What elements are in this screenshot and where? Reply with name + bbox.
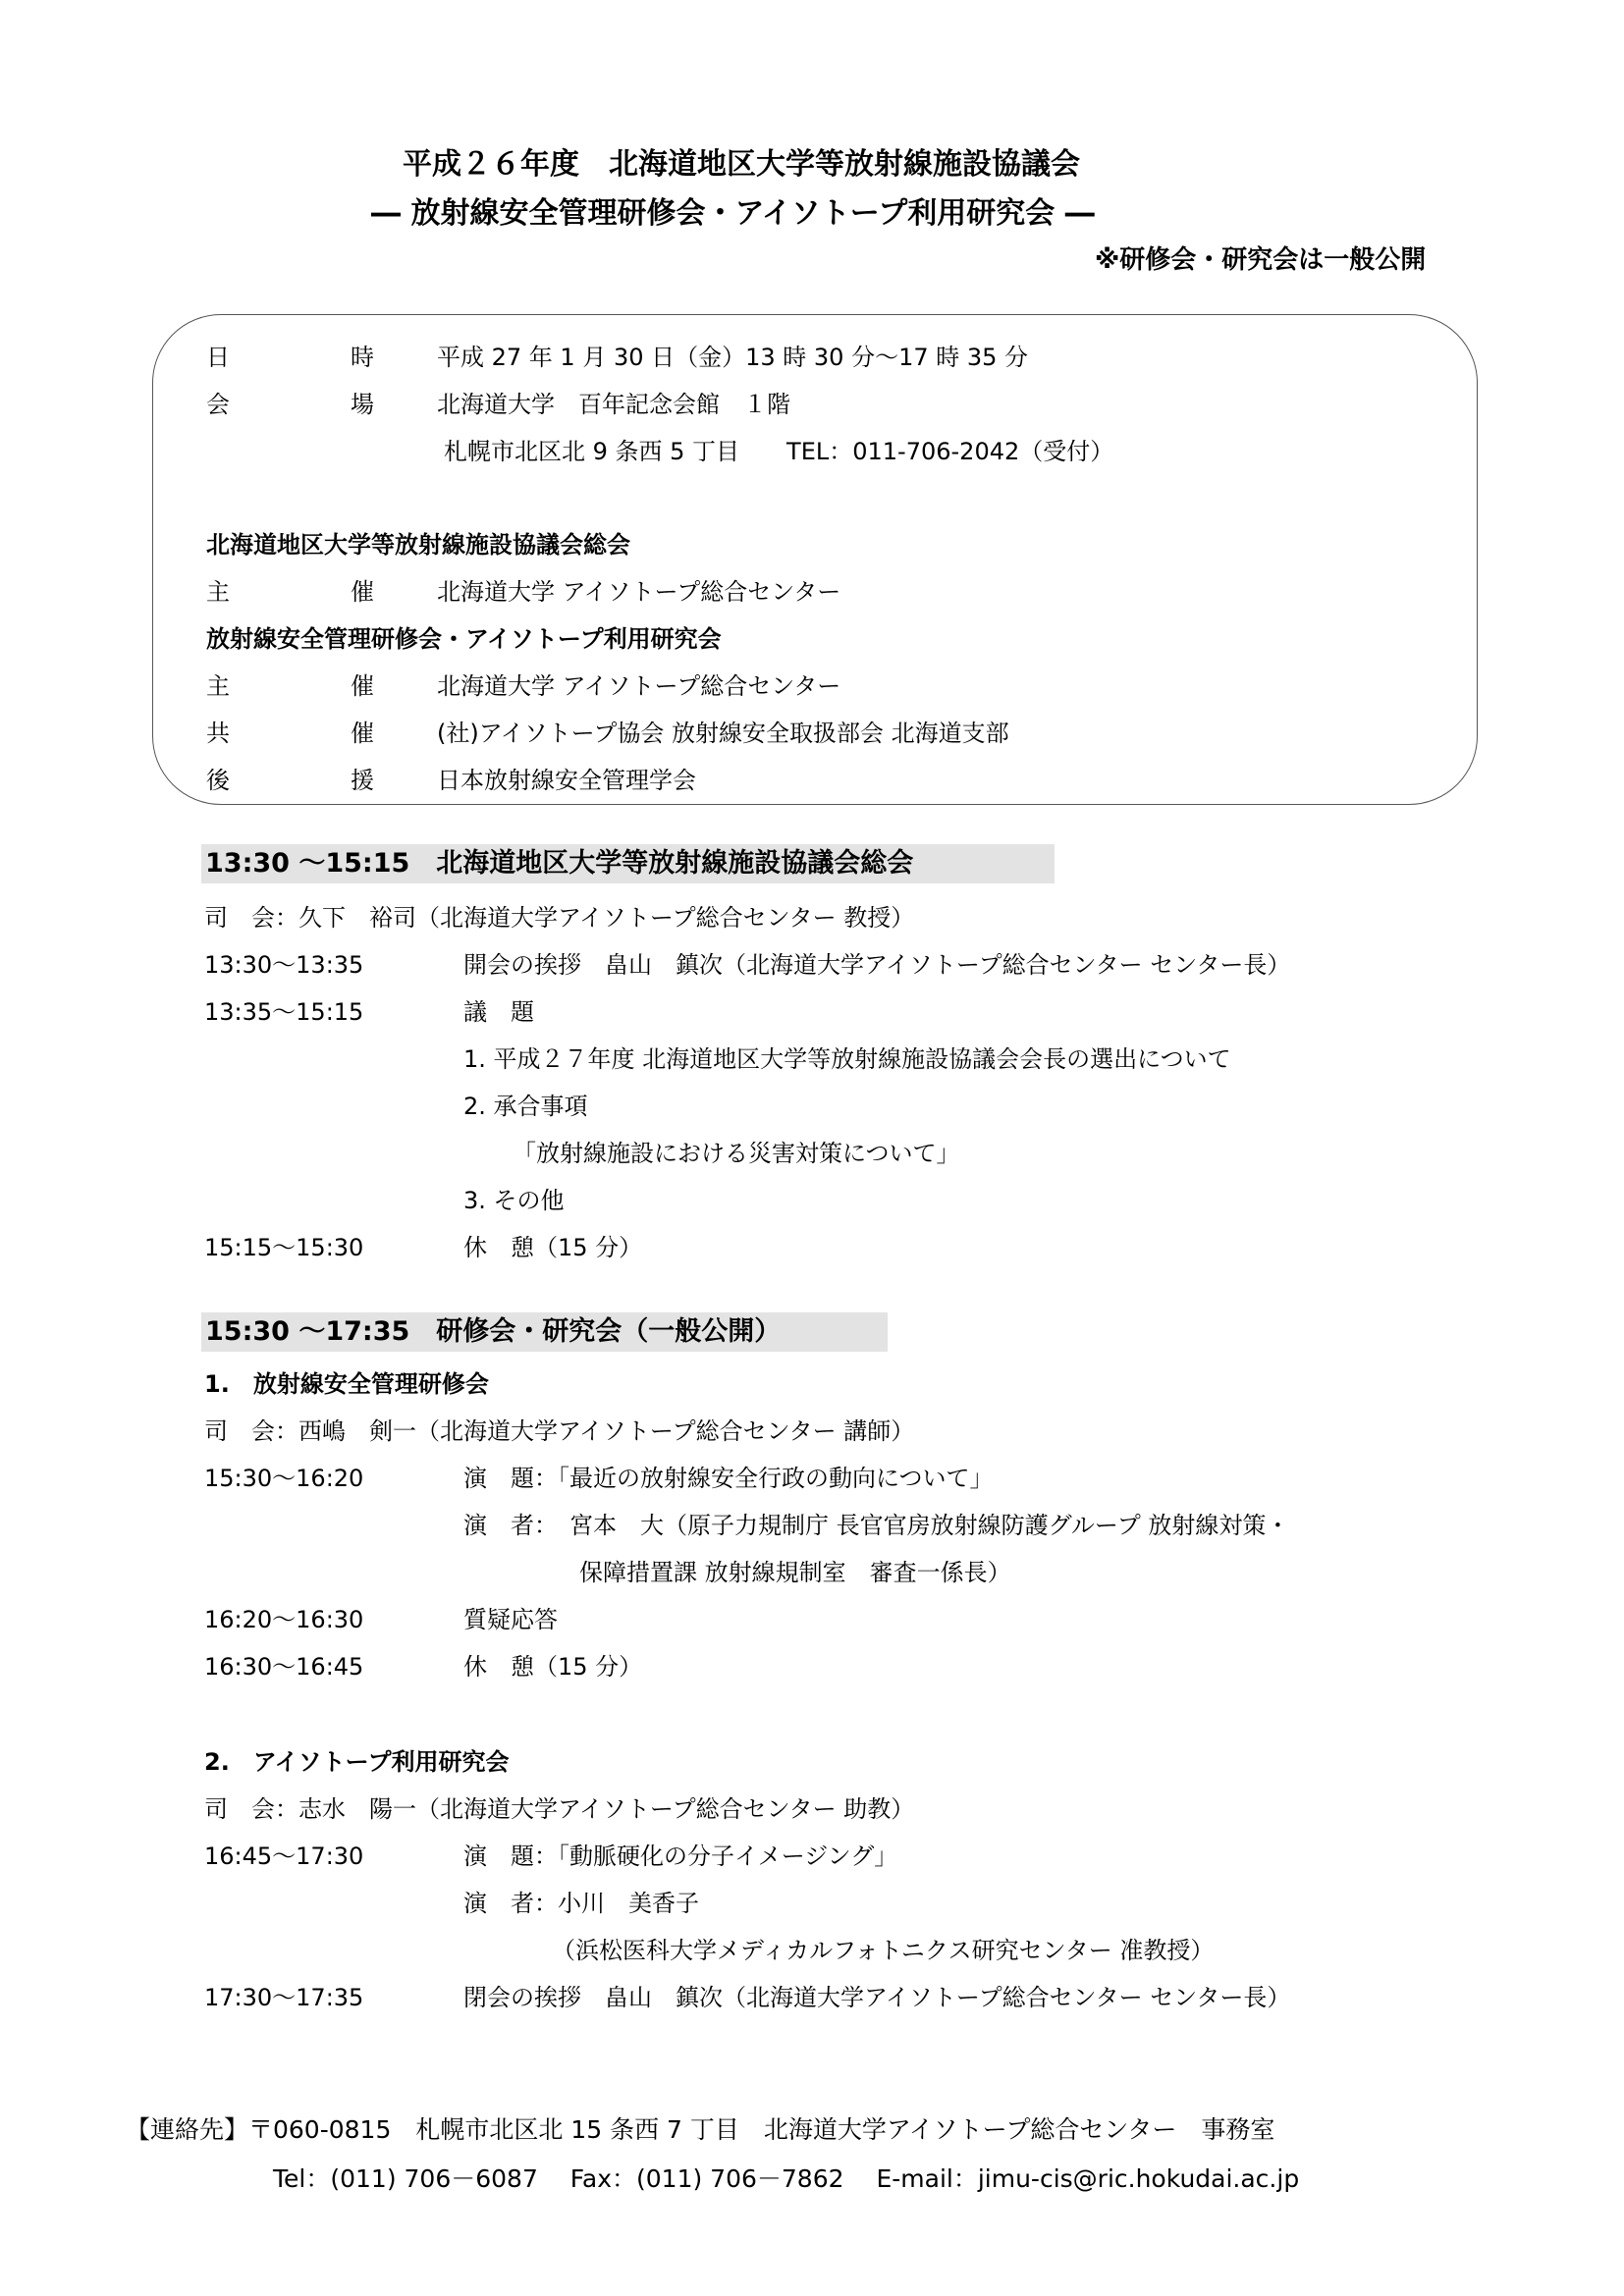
meeting2-title: 放射線安全管理研修会・アイソトープ利用研究会 bbox=[206, 625, 722, 653]
s2-speaker-2: 演 者：小川 美香子 bbox=[463, 1890, 699, 1917]
s2-item-2: 質疑応答 bbox=[463, 1606, 558, 1633]
s2-item-3: 休 憩（15 分） bbox=[463, 1653, 643, 1681]
m2-support-label-b: 援 bbox=[351, 767, 374, 794]
venue-label-a: 会 bbox=[206, 391, 230, 418]
s1-time-3: 15:15～15:30 bbox=[204, 1234, 364, 1261]
m1-host-label-b: 催 bbox=[351, 578, 374, 606]
page-title: 平成２６年度 北海道地区大学等放射線施設協議会 bbox=[403, 147, 1080, 182]
public-note: ※研修会・研究会は一般公開 bbox=[1095, 245, 1427, 275]
s2-time-2: 16:20～16:30 bbox=[204, 1606, 364, 1633]
m1-host-label-a: 主 bbox=[206, 578, 230, 606]
page-subtitle: ― 放射線安全管理研修会・アイソトープ利用研究会 ― bbox=[371, 196, 1095, 231]
sub2-title: 2. アイソトープ利用研究会 bbox=[204, 1748, 510, 1776]
s2-time-5: 17:30～17:35 bbox=[204, 1984, 364, 2011]
sub2-chair: 司 会：志水 陽一（北海道大学アイソトープ総合センター 助教） bbox=[204, 1795, 915, 1823]
venue-value: 北海道大学 百年記念会館 １階 bbox=[437, 391, 790, 418]
m2-cohost-label-b: 催 bbox=[351, 720, 374, 747]
s1-item-2: 議 題 bbox=[463, 998, 534, 1026]
m2-host: 北海道大学 アイソトープ総合センター bbox=[437, 672, 841, 700]
s1-time-2: 13:35～15:15 bbox=[204, 998, 364, 1026]
m1-host: 北海道大学 アイソトープ総合センター bbox=[437, 578, 841, 606]
date-label-a: 日 bbox=[206, 344, 230, 371]
agenda-item-1: 1. 平成２７年度 北海道地区大学等放射線施設協議会会長の選出について bbox=[463, 1045, 1231, 1073]
section1-chair: 司 会：久下 裕司（北海道大学アイソトープ総合センター 教授） bbox=[204, 904, 915, 932]
m2-support-label-a: 後 bbox=[206, 767, 230, 794]
date-value: 平成 27 年 1 月 30 日（金）13 時 30 分～17 時 35 分 bbox=[437, 344, 1029, 371]
s2-topic-2: 演 題：「動脈硬化の分子イメージング」 bbox=[463, 1842, 898, 1870]
section1-heading: 13:30 ～15:15 北海道地区大学等放射線施設協議会総会 bbox=[201, 844, 1055, 883]
m2-support: 日本放射線安全管理学会 bbox=[437, 767, 696, 794]
s2-time-1: 15:30～16:20 bbox=[204, 1465, 364, 1492]
section2-heading: 15:30 ～17:35 研修会・研究会（一般公開） bbox=[201, 1312, 888, 1352]
s1-item-3: 休 憩（15 分） bbox=[463, 1234, 643, 1261]
agenda-item-3: 3. その他 bbox=[463, 1187, 565, 1214]
s2-speaker-1-cont: 保障措置課 放射線規制室 審査一係長） bbox=[579, 1559, 1011, 1586]
m2-host-label-a: 主 bbox=[206, 672, 230, 700]
s1-item-1: 開会の挨拶 畠山 鎮次（北海道大学アイソトープ総合センター センター長） bbox=[463, 951, 1291, 979]
s1-time-1: 13:30～13:35 bbox=[204, 951, 364, 979]
venue-address: 札幌市北区北 9 条西 5 丁目 TEL：011-706-2042（受付） bbox=[444, 438, 1114, 465]
s2-topic-1: 演 題：「最近の放射線安全行政の動向について」 bbox=[463, 1465, 994, 1492]
s2-time-3: 16:30～16:45 bbox=[204, 1653, 364, 1681]
meeting1-title: 北海道地区大学等放射線施設協議会総会 bbox=[206, 531, 630, 559]
sub1-title: 1. 放射線安全管理研修会 bbox=[204, 1370, 489, 1398]
sub1-chair: 司 会：西嶋 剣一（北海道大学アイソトープ総合センター 講師） bbox=[204, 1417, 915, 1445]
date-label-b: 時 bbox=[351, 344, 374, 371]
s2-item-5: 閉会の挨拶 畠山 鎮次（北海道大学アイソトープ総合センター センター長） bbox=[463, 1984, 1291, 2011]
s2-speaker-2-aff: （浜松医科大学メディカルフォトニクス研究センター 准教授） bbox=[552, 1937, 1215, 1964]
s2-time-4: 16:45～17:30 bbox=[204, 1842, 364, 1870]
m2-cohost: (社)アイソトープ協会 放射線安全取扱部会 北海道支部 bbox=[437, 720, 1009, 747]
contact-phone-email: Tel：(011) 706－6087 Fax：(011) 706－7862 E-mail：jimu-cis@ric.hokudai.ac.jp bbox=[273, 2164, 1300, 2193]
m2-host-label-b: 催 bbox=[351, 672, 374, 700]
venue-label-b: 場 bbox=[351, 391, 374, 418]
contact-address: 【連絡先】〒060-0815 札幌市北区北 15 条西 7 丁目 北海道大学アイソトープ総合センター 事務室 bbox=[126, 2115, 1275, 2144]
s2-speaker-1: 演 者： 宮本 大（原子力規制庁 長官官房放射線防護グループ 放射線対策・ bbox=[463, 1512, 1290, 1539]
m2-cohost-label-a: 共 bbox=[206, 720, 230, 747]
agenda-item-2: 2. 承合事項 bbox=[463, 1093, 588, 1120]
agenda-item-2-sub: 「放射線施設における災害対策について」 bbox=[513, 1140, 960, 1167]
